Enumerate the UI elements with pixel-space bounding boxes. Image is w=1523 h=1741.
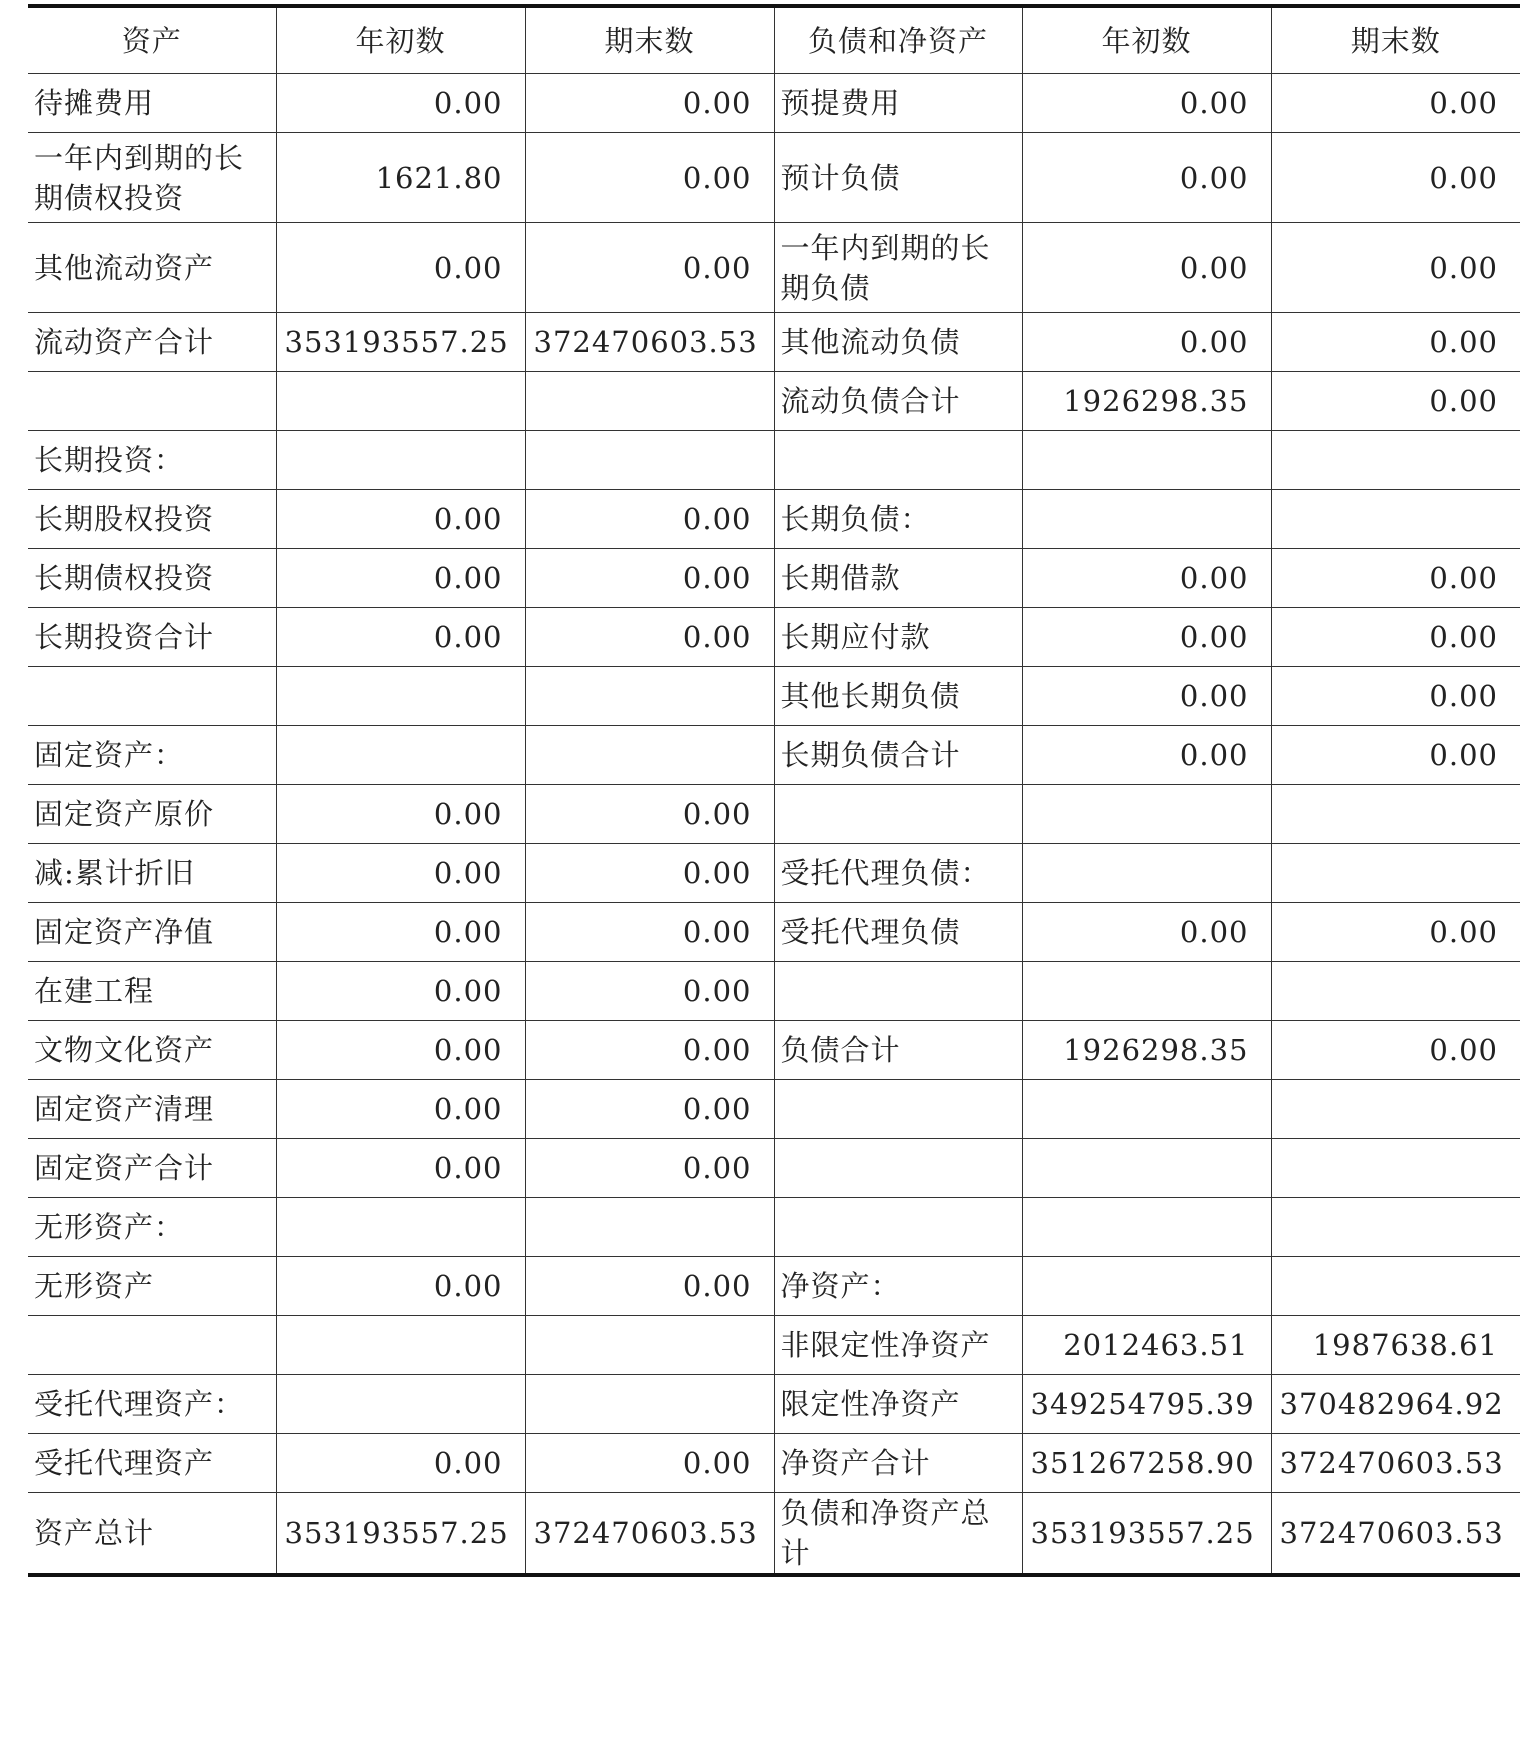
- header-assets: 资产: [28, 6, 276, 74]
- asset-opening-cell: [276, 431, 525, 490]
- liability-closing-cell: 0.00: [1271, 223, 1520, 313]
- liability-closing-cell: 0.00: [1271, 667, 1520, 726]
- asset-item-cell: [28, 372, 276, 431]
- liability-closing-cell: 0.00: [1271, 903, 1520, 962]
- liability-closing-cell: 0.00: [1271, 1021, 1520, 1080]
- liability-item-cell: 长期应付款: [774, 608, 1022, 667]
- liability-item-cell: [774, 1198, 1022, 1257]
- table-row: [28, 1375, 1520, 1434]
- asset-closing-cell: [525, 1198, 774, 1257]
- table-row: [28, 1139, 1520, 1198]
- asset-item-cell: 其他流动资产: [28, 223, 276, 313]
- asset-opening-cell: 353193557.25: [276, 1493, 525, 1576]
- asset-opening-cell: 0.00: [276, 962, 525, 1021]
- asset-opening-cell: 0.00: [276, 1257, 525, 1316]
- liability-opening-cell: [1022, 1080, 1271, 1139]
- asset-closing-cell: 0.00: [525, 549, 774, 608]
- liability-opening-cell: [1022, 490, 1271, 549]
- liability-closing-cell: [1271, 1198, 1520, 1257]
- liability-closing-cell: [1271, 431, 1520, 490]
- asset-closing-cell: 0.00: [525, 785, 774, 844]
- liability-closing-cell: [1271, 1257, 1520, 1316]
- asset-closing-cell: 0.00: [525, 1021, 774, 1080]
- asset-opening-cell: 0.00: [276, 1139, 525, 1198]
- liability-opening-cell: [1022, 431, 1271, 490]
- asset-item-cell: 文物文化资产: [28, 1021, 276, 1080]
- liability-closing-cell: 0.00: [1271, 549, 1520, 608]
- asset-closing-cell: 0.00: [525, 223, 774, 313]
- liability-opening-cell: 0.00: [1022, 74, 1271, 133]
- asset-item-cell: 一年内到期的长期债权投资: [28, 133, 276, 223]
- liability-item-cell: 非限定性净资产: [774, 1316, 1022, 1375]
- asset-item-cell: 资产总计: [28, 1493, 276, 1576]
- asset-closing-cell: [525, 431, 774, 490]
- asset-closing-cell: 372470603.53: [525, 313, 774, 372]
- asset-item-cell: 待摊费用: [28, 74, 276, 133]
- liability-item-cell: 流动负债合计: [774, 372, 1022, 431]
- liability-item-cell: 预提费用: [774, 74, 1022, 133]
- asset-closing-cell: 0.00: [525, 133, 774, 223]
- table-body: [28, 74, 1520, 1576]
- asset-closing-cell: 0.00: [525, 962, 774, 1021]
- table-row: [28, 1021, 1520, 1080]
- liability-closing-cell: 0.00: [1271, 313, 1520, 372]
- asset-opening-cell: 0.00: [276, 903, 525, 962]
- asset-item-cell: [28, 667, 276, 726]
- liability-item-cell: 受托代理负债: [774, 903, 1022, 962]
- table-row: [28, 133, 1520, 223]
- liability-opening-cell: 0.00: [1022, 667, 1271, 726]
- liability-closing-cell: [1271, 962, 1520, 1021]
- liability-item-cell: 净资产合计: [774, 1434, 1022, 1493]
- asset-opening-cell: [276, 1316, 525, 1375]
- asset-opening-cell: 0.00: [276, 223, 525, 313]
- liability-closing-cell: 372470603.53: [1271, 1434, 1520, 1493]
- table-row: [28, 372, 1520, 431]
- liability-opening-cell: 0.00: [1022, 608, 1271, 667]
- asset-closing-cell: 0.00: [525, 1434, 774, 1493]
- liability-item-cell: [774, 1080, 1022, 1139]
- balance-sheet-table: [28, 4, 1520, 1577]
- asset-closing-cell: 0.00: [525, 844, 774, 903]
- liability-closing-cell: 0.00: [1271, 726, 1520, 785]
- table-row: [28, 726, 1520, 785]
- table-row: [28, 1257, 1520, 1316]
- header-assets-opening: 年初数: [276, 6, 525, 74]
- table-row: [28, 74, 1520, 133]
- liability-opening-cell: 353193557.25: [1022, 1493, 1271, 1576]
- liability-item-cell: 一年内到期的长期负债: [774, 223, 1022, 313]
- liability-closing-cell: 0.00: [1271, 133, 1520, 223]
- liability-opening-cell: 0.00: [1022, 549, 1271, 608]
- liability-closing-cell: 370482964.92: [1271, 1375, 1520, 1434]
- liability-item-cell: 其他长期负债: [774, 667, 1022, 726]
- table-row: [28, 962, 1520, 1021]
- table-row: [28, 1493, 1520, 1576]
- asset-closing-cell: 0.00: [525, 608, 774, 667]
- asset-closing-cell: 0.00: [525, 490, 774, 549]
- liability-item-cell: [774, 1139, 1022, 1198]
- asset-closing-cell: 0.00: [525, 1257, 774, 1316]
- asset-closing-cell: [525, 726, 774, 785]
- liability-item-cell: 限定性净资产: [774, 1375, 1022, 1434]
- table-row: [28, 549, 1520, 608]
- asset-opening-cell: [276, 1375, 525, 1434]
- asset-item-cell: 固定资产净值: [28, 903, 276, 962]
- liability-item-cell: 其他流动负债: [774, 313, 1022, 372]
- liability-opening-cell: 0.00: [1022, 726, 1271, 785]
- header-liabilities-closing: 期末数: [1271, 6, 1520, 74]
- liability-opening-cell: 0.00: [1022, 133, 1271, 223]
- asset-item-cell: 固定资产清理: [28, 1080, 276, 1139]
- table-row: [28, 431, 1520, 490]
- asset-opening-cell: [276, 372, 525, 431]
- liability-item-cell: 长期负债合计: [774, 726, 1022, 785]
- liability-opening-cell: 1926298.35: [1022, 372, 1271, 431]
- asset-opening-cell: 0.00: [276, 608, 525, 667]
- asset-opening-cell: 0.00: [276, 490, 525, 549]
- liability-opening-cell: 2012463.51: [1022, 1316, 1271, 1375]
- asset-closing-cell: [525, 667, 774, 726]
- asset-opening-cell: 0.00: [276, 1434, 525, 1493]
- table-row: [28, 490, 1520, 549]
- table-row: [28, 785, 1520, 844]
- asset-opening-cell: 353193557.25: [276, 313, 525, 372]
- liability-closing-cell: [1271, 844, 1520, 903]
- table-row: [28, 1434, 1520, 1493]
- liability-opening-cell: 0.00: [1022, 313, 1271, 372]
- table-row: [28, 1316, 1520, 1375]
- liability-item-cell: 净资产：: [774, 1257, 1022, 1316]
- liability-opening-cell: [1022, 1257, 1271, 1316]
- header-liabilities-net-assets: 负债和净资产: [774, 6, 1022, 74]
- liability-closing-cell: [1271, 490, 1520, 549]
- asset-item-cell: 流动资产合计: [28, 313, 276, 372]
- liability-opening-cell: 1926298.35: [1022, 1021, 1271, 1080]
- header-row: [28, 6, 1520, 74]
- asset-item-cell: 在建工程: [28, 962, 276, 1021]
- liability-opening-cell: [1022, 962, 1271, 1021]
- balance-sheet: [28, 4, 1518, 1577]
- asset-opening-cell: 0.00: [276, 1021, 525, 1080]
- liability-item-cell: 负债合计: [774, 1021, 1022, 1080]
- asset-opening-cell: 0.00: [276, 844, 525, 903]
- liability-item-cell: [774, 785, 1022, 844]
- liability-item-cell: [774, 962, 1022, 1021]
- table-row: [28, 844, 1520, 903]
- liability-opening-cell: 0.00: [1022, 223, 1271, 313]
- asset-opening-cell: [276, 667, 525, 726]
- liability-closing-cell: 372470603.53: [1271, 1493, 1520, 1576]
- table-row: [28, 667, 1520, 726]
- table-row: [28, 1198, 1520, 1257]
- header-liabilities-opening: 年初数: [1022, 6, 1271, 74]
- asset-item-cell: 长期投资合计: [28, 608, 276, 667]
- asset-opening-cell: [276, 1198, 525, 1257]
- liability-opening-cell: 351267258.90: [1022, 1434, 1271, 1493]
- liability-item-cell: 受托代理负债：: [774, 844, 1022, 903]
- asset-closing-cell: [525, 372, 774, 431]
- liability-opening-cell: 349254795.39: [1022, 1375, 1271, 1434]
- liability-item-cell: 预计负债: [774, 133, 1022, 223]
- liability-closing-cell: [1271, 785, 1520, 844]
- liability-closing-cell: 0.00: [1271, 74, 1520, 133]
- asset-item-cell: 固定资产合计: [28, 1139, 276, 1198]
- liability-closing-cell: 0.00: [1271, 608, 1520, 667]
- liability-opening-cell: [1022, 1139, 1271, 1198]
- asset-closing-cell: 0.00: [525, 1139, 774, 1198]
- header-assets-closing: 期末数: [525, 6, 774, 74]
- table-row: [28, 1080, 1520, 1139]
- asset-item-cell: [28, 1316, 276, 1375]
- liability-closing-cell: 1987638.61: [1271, 1316, 1520, 1375]
- liability-closing-cell: [1271, 1139, 1520, 1198]
- table-row: [28, 223, 1520, 313]
- asset-item-cell: 受托代理资产: [28, 1434, 276, 1493]
- asset-item-cell: 长期债权投资: [28, 549, 276, 608]
- asset-item-cell: 固定资产原价: [28, 785, 276, 844]
- asset-item-cell: 无形资产: [28, 1257, 276, 1316]
- asset-closing-cell: 0.00: [525, 1080, 774, 1139]
- asset-closing-cell: 0.00: [525, 903, 774, 962]
- asset-closing-cell: 0.00: [525, 74, 774, 133]
- liability-item-cell: 长期负债：: [774, 490, 1022, 549]
- asset-item-cell: 受托代理资产：: [28, 1375, 276, 1434]
- asset-opening-cell: 0.00: [276, 549, 525, 608]
- liability-closing-cell: 0.00: [1271, 372, 1520, 431]
- liability-opening-cell: [1022, 844, 1271, 903]
- asset-item-cell: 长期投资：: [28, 431, 276, 490]
- asset-closing-cell: 372470603.53: [525, 1493, 774, 1576]
- asset-opening-cell: 0.00: [276, 74, 525, 133]
- liability-opening-cell: [1022, 1198, 1271, 1257]
- asset-closing-cell: [525, 1316, 774, 1375]
- table-row: [28, 608, 1520, 667]
- asset-item-cell: 固定资产：: [28, 726, 276, 785]
- liability-closing-cell: [1271, 1080, 1520, 1139]
- asset-opening-cell: 0.00: [276, 785, 525, 844]
- liability-opening-cell: 0.00: [1022, 903, 1271, 962]
- liability-item-cell: 长期借款: [774, 549, 1022, 608]
- asset-item-cell: 长期股权投资: [28, 490, 276, 549]
- asset-opening-cell: [276, 726, 525, 785]
- asset-item-cell: 无形资产：: [28, 1198, 276, 1257]
- asset-opening-cell: 0.00: [276, 1080, 525, 1139]
- liability-item-cell: 负债和净资产总计: [774, 1493, 1022, 1576]
- table-row: [28, 313, 1520, 372]
- liability-item-cell: [774, 431, 1022, 490]
- table-row: [28, 903, 1520, 962]
- liability-opening-cell: [1022, 785, 1271, 844]
- asset-closing-cell: [525, 1375, 774, 1434]
- asset-opening-cell: 1621.80: [276, 133, 525, 223]
- asset-item-cell: 减:累计折旧: [28, 844, 276, 903]
